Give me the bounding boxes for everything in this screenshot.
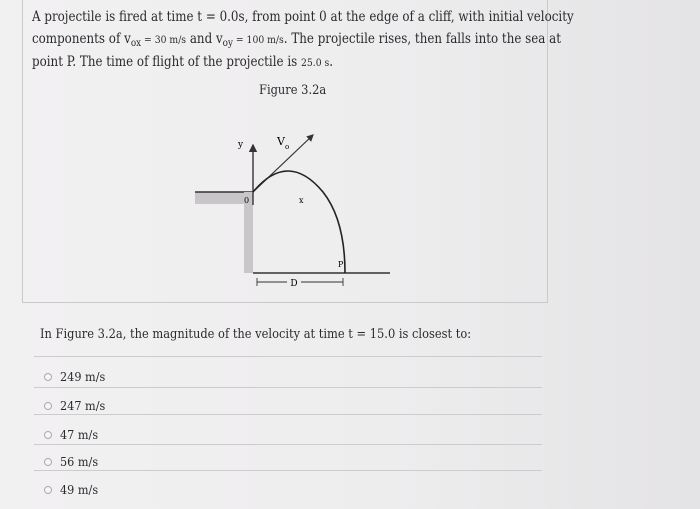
label-v0-subscript: o (285, 143, 290, 151)
question-line-2-tail: . The projectile rises, then falls into the sea at (283, 31, 562, 47)
question-line-1 (32, 6, 574, 28)
radio-circle-icon[interactable] (44, 431, 52, 439)
option-label: 47 m/s (60, 427, 99, 442)
option-label: 56 m/s (60, 454, 99, 469)
voy-value: = 100 m/s (232, 34, 284, 46)
radio-circle-icon[interactable] (44, 402, 52, 410)
flight-time-suffix: . (329, 54, 334, 70)
radio-circle-icon[interactable] (44, 458, 52, 466)
flight-time-prefix: point P. The time of flight of the projectile is (32, 54, 302, 70)
flight-time-value: 25.0 s (301, 57, 330, 69)
label-d: D (290, 279, 298, 289)
question-line-1-text: A projectile is fired at time t = 0.0s, from point 0 at the edge of a cliff, with initial velocity (32, 9, 574, 25)
label-x: x (299, 196, 304, 205)
voy-prefix: and v (186, 31, 223, 47)
label-origin: 0 (244, 196, 250, 205)
option-56[interactable] (44, 454, 102, 469)
label-v0: V (277, 135, 285, 148)
label-p: P (338, 260, 344, 269)
vox-prefix: components of v (32, 31, 131, 47)
option-249[interactable] (44, 369, 110, 384)
radio-circle-icon[interactable] (44, 486, 52, 494)
divider-5 (34, 470, 542, 471)
question-line-2 (32, 28, 561, 52)
divider-1 (34, 356, 542, 357)
trajectory-path (253, 171, 345, 273)
divider-2 (34, 387, 542, 388)
option-label: 249 m/s (60, 369, 106, 384)
figure-caption: Figure 3.2a (259, 83, 327, 98)
question-line-3 (32, 51, 333, 74)
vox-value: = 30 m/s (141, 34, 187, 46)
option-label: 49 m/s (60, 482, 99, 497)
divider-4 (34, 444, 542, 445)
option-47[interactable] (44, 427, 102, 442)
option-49[interactable] (44, 482, 102, 497)
question-prompt: In Figure 3.2a, the magnitude of the velocity at time t = 15.0 is closest to: (40, 327, 472, 342)
option-247[interactable] (44, 398, 110, 413)
projectile-figure (195, 125, 405, 295)
option-label: 247 m/s (60, 398, 106, 413)
voy-subscript: oy (222, 38, 233, 49)
vox-subscript: ox (130, 38, 142, 49)
divider-3 (34, 414, 542, 415)
radio-circle-icon[interactable] (44, 373, 52, 381)
label-y: y (238, 140, 244, 150)
